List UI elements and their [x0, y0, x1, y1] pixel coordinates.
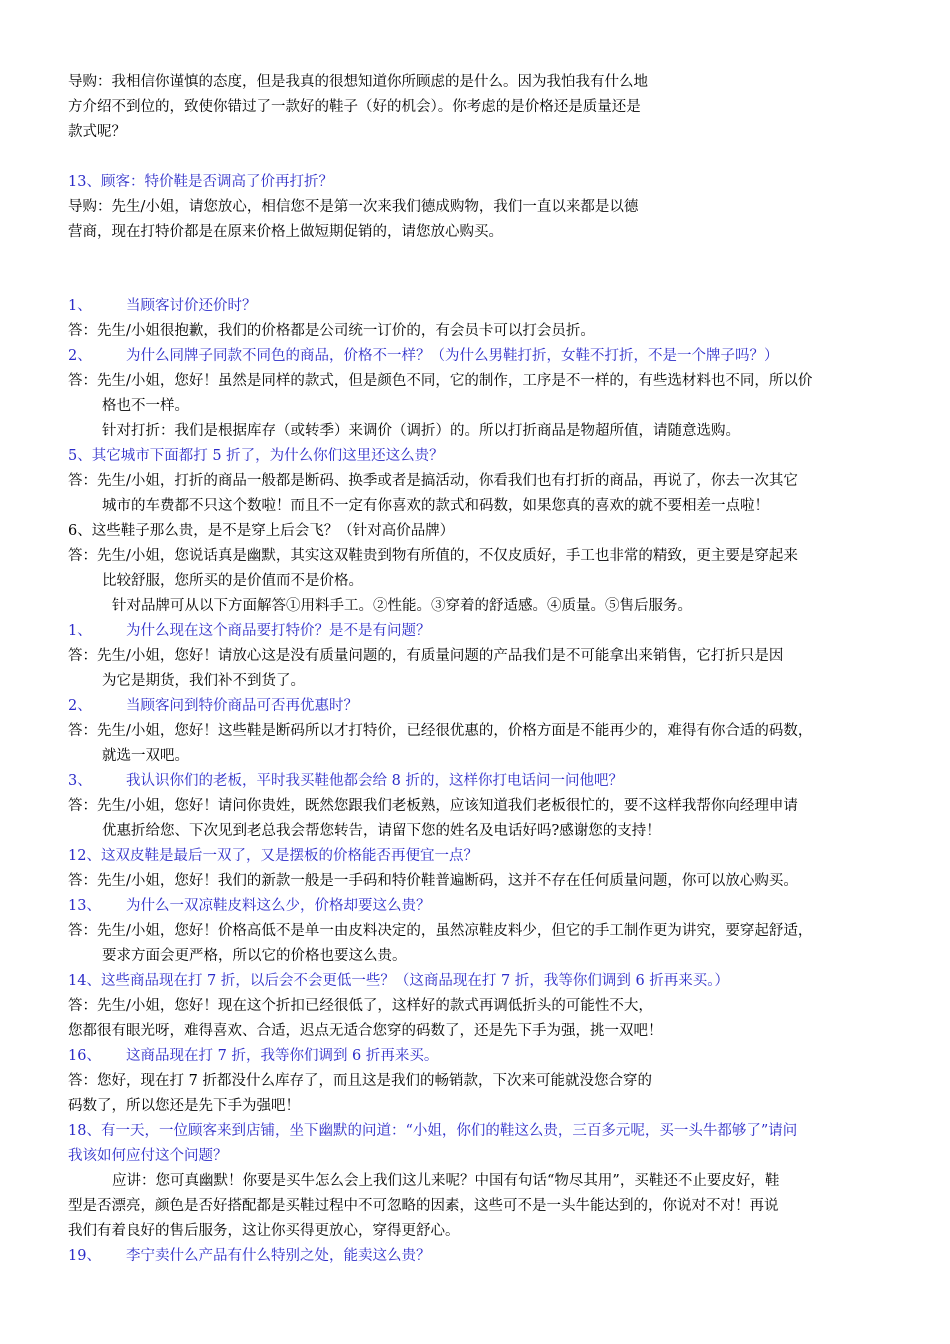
answer-line: 我们有着良好的售后服务，这让你买得更放心，穿得更舒心。 — [68, 1223, 460, 1239]
answer-line: 您都很有眼光呀，难得喜欢、合适，迟点无适合您穿的码数了，还是先下手为强，挑一双吧！ — [68, 1023, 663, 1039]
question-number: 1、 — [68, 298, 92, 314]
question-text: 李宁卖什么产品有什么特别之处，能卖这么贵？ — [126, 1248, 431, 1264]
question-heading — [68, 1046, 890, 1066]
question-number: 16、 — [68, 1048, 101, 1064]
question-text: 当顾客讨价还价时？ — [126, 298, 257, 314]
answer-line: 营商，现在打特价都是在原来价格上做短期促销的，请您放心购买。 — [68, 224, 503, 240]
answer-line: 码数了，所以您还是先下手为强吧！ — [68, 1098, 300, 1114]
question-heading: 13、顾客：特价鞋是否调高了价再打折？ — [68, 174, 333, 190]
question-heading — [68, 621, 890, 641]
answer-line: 优惠折给您、下次见到老总我会帮您转告，请留下您的姓名及电话好吗?感谢您的支持！ — [102, 823, 661, 839]
answer-line: 答：先生/小姐，您好！我们的新款一般是一手码和特价鞋普遍断码，这并不存在任何质量问题，你可以放心购买。 — [68, 873, 798, 889]
question-number: 2、 — [68, 698, 92, 714]
intro-line: 方介绍不到位的，致使你错过了一款好的鞋子（好的机会）。你考虑的是价格还是质量还是 — [68, 99, 641, 115]
answer-line: 比较舒服，您所买的是价值而不是价格。 — [102, 573, 363, 589]
question-text: 当顾客问到特价商品可否再优惠时？ — [126, 698, 358, 714]
question-number: 3、 — [68, 773, 92, 789]
answer-line: 为它是期货，我们补不到货了。 — [102, 673, 305, 689]
question-heading: 12、这双皮鞋是最后一双了，又是摆板的价格能否再便宜一点？ — [68, 848, 478, 864]
answer-line: 答：先生/小姐，您好！价格高低不是单一由皮料决定的，虽然凉鞋皮料少，但它的手工制作更为讲究，要穿起舒适， — [68, 923, 813, 939]
question-number: 19、 — [68, 1248, 101, 1264]
intro-line: 导购：我相信你谨慎的态度，但是我真的很想知道你所顾虑的是什么。因为我怕我有什么地 — [68, 74, 648, 90]
question-text: 这商品现在打 7 折，我等你们调到 6 折再来买。 — [126, 1048, 439, 1064]
question-heading: 5、其它城市下面都打 5 折了，为什么你们这里还这么贵？ — [68, 448, 444, 464]
intro-line: 款式呢？ — [68, 124, 126, 140]
answer-line: 要求方面会更严格，所以它的价格也要这么贵。 — [102, 948, 407, 964]
answer-line: 答：先生/小姐，您说话真是幽默，其实这双鞋贵到物有所值的，不仅皮质好，手工也非常的精致，更主要是穿起来 — [68, 548, 798, 564]
answer-line: 答：先生/小姐，您好！请放心这是没有质量问题的，有质量问题的产品我们是不可能拿出来销售，它打折只是因 — [68, 648, 784, 664]
question-heading — [68, 896, 890, 916]
question-text: 我认识你们的老板，平时我买鞋他都会给 8 折的，这样你打电话问一问他吧？ — [126, 773, 623, 789]
question-heading — [68, 1246, 890, 1266]
answer-line: 格也不一样。 — [102, 398, 189, 414]
question-heading: 6、这些鞋子那么贵，是不是穿上后会飞？（针对高价品牌） — [68, 523, 455, 539]
answer-line: 就选一双吧。 — [102, 748, 189, 764]
answer-line: 答：先生/小姐，您好！虽然是同样的款式，但是颜色不同，它的制作，工序是不一样的，有些选材料也不同，所以价 — [68, 373, 813, 389]
answer-line: 城市的车费都不只这个数啦！而且不一定有你喜欢的款式和码数，如果您真的喜欢的就不要相差一点啦！ — [102, 498, 769, 514]
answer-line: 答：先生/小姐，您好！这些鞋是断码所以才打特价，已经很优惠的，价格方面是不能再少的，难得有你合适的码数， — [68, 723, 813, 739]
answer-line: 答：先生/小姐，您好！现在这个折扣已经很低了，这样好的款式再调低折头的可能性不大， — [68, 998, 653, 1014]
answer-line: 答：您好，现在打 7 折都没什么库存了，而且这是我们的畅销款，下次来可能就没您合穿的 — [68, 1073, 652, 1089]
question-text: 为什么现在这个商品要打特价？是不是有问题？ — [126, 623, 431, 639]
question-heading — [68, 771, 890, 791]
question-number: 13、 — [68, 898, 101, 914]
answer-line: 应讲：您可真幽默！你要是买牛怎么会上我们这儿来呢？中国有句话“物尽其用”，买鞋还不止要皮好，鞋 — [112, 1173, 780, 1189]
question-heading: 14、这些商品现在打 7 折，以后会不会更低一些？（这商品现在打 7 折，我等你们调到 6 折再来买。） — [68, 973, 730, 989]
question-number: 1、 — [68, 623, 92, 639]
question-number: 2、 — [68, 348, 92, 364]
question-heading — [68, 296, 890, 316]
question-heading: 18、有一天，一位顾客来到店铺，坐下幽默的问道：“小姐，你们的鞋这么贵，三百多元呢，买一头牛都够了”请问 — [68, 1123, 798, 1139]
answer-note: 针对打折：我们是根据库存（或转季）来调价（调折）的。所以打折商品是物超所值，请随意选购。 — [102, 423, 740, 439]
answer-line: 型是否漂亮，颜色是否好搭配都是买鞋过程中不可忽略的因素，这些可不是一头牛能达到的，你说对不对！再说 — [68, 1198, 779, 1214]
answer-note: 针对品牌可从以下方面解答①用料手工。②性能。③穿着的舒适感。④质量。⑤售后服务。 — [112, 598, 692, 614]
question-heading: 我该如何应付这个问题？ — [68, 1148, 228, 1164]
answer-line: 答：先生/小姐，打折的商品一般都是断码、换季或者是搞活动，你看我们也有打折的商品，再说了，你去一次其它 — [68, 473, 798, 489]
answer-line: 导购：先生/小姐，请您放心，相信您不是第一次来我们德成购物，我们一直以来都是以德 — [68, 199, 639, 215]
question-text: 为什么同牌子同款不同色的商品，价格不一样？（为什么男鞋打折，女鞋不打折，不是一个牌子吗？） — [126, 348, 779, 364]
answer-line: 答：先生/小姐，您好！请问你贵姓，既然您跟我们老板熟，应该知道我们老板很忙的，要不这样我帮你向经理申请 — [68, 798, 798, 814]
answer-line: 答：先生/小姐很抱歉，我们的价格都是公司统一订价的，有会员卡可以打会员折。 — [68, 323, 595, 339]
question-text: 为什么一双凉鞋皮料这么少，价格却要这么贵？ — [126, 898, 431, 914]
question-heading — [68, 346, 890, 366]
question-heading — [68, 696, 890, 716]
